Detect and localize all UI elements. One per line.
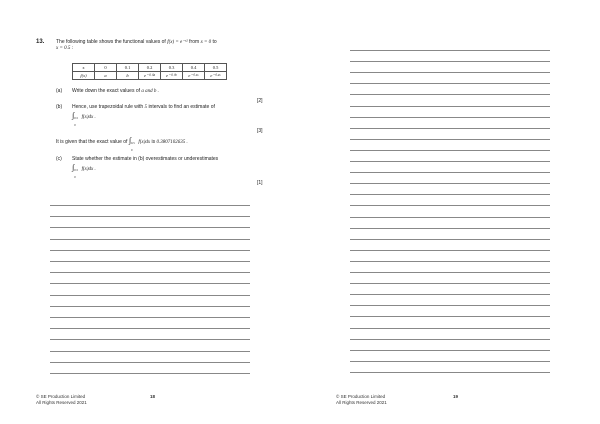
table-cell: e⁻⁰·²⁵ (205, 72, 227, 80)
part-b-text: Hence, use trapezoidal rule with 5 intervals to find an estimate of (72, 104, 215, 110)
answer-line (350, 139, 550, 140)
answer-line (50, 351, 250, 352)
table-cell: 0 (95, 64, 117, 72)
question-intro: The following table shows the functional values of f(x) = e⁻ˣ² from x = 0 to (56, 39, 217, 45)
integral-sign: ∫ (128, 136, 132, 145)
integral-sign: ∫ (72, 163, 75, 172)
answer-line (350, 150, 550, 151)
answer-line (50, 328, 250, 329)
answer-line (350, 228, 550, 229)
table-cell: e⁻⁰·¹⁶ (183, 72, 205, 80)
answer-line (350, 372, 550, 373)
part-a-text: Write down the exact values of a and b . (72, 88, 159, 94)
table-cell: 0.5 (205, 64, 227, 72)
answer-line (50, 205, 250, 206)
answer-line (50, 216, 250, 217)
answer-line (350, 339, 550, 340)
answer-line (350, 250, 550, 251)
table-cell: e⁻⁰·⁰⁴ (139, 72, 161, 80)
question-number: 13. (36, 39, 45, 45)
answer-line (350, 316, 550, 317)
answer-line (50, 317, 250, 318)
answer-line (50, 362, 250, 363)
part-b-marks: [3] (257, 128, 263, 134)
table-cell: b (117, 72, 139, 80)
right-page (300, 0, 600, 424)
answer-line (350, 72, 550, 73)
answer-line (350, 283, 550, 284)
table-cell: f(x) (73, 72, 95, 80)
part-c-marks: [1] (257, 180, 263, 186)
table-cell: a (95, 72, 117, 80)
answer-line (50, 373, 250, 374)
answer-line (350, 350, 550, 351)
answer-line (350, 128, 550, 129)
page-number-left: 18 (150, 394, 156, 399)
answer-line (50, 227, 250, 228)
part-c-integral: ∫ 0.5 0 f(x)dx . (72, 163, 96, 179)
answer-line (350, 217, 550, 218)
part-b-integral: ∫ 0.5 0 f(x)dx . (72, 111, 96, 127)
answer-line (350, 161, 550, 162)
answer-line (50, 306, 250, 307)
answer-line (50, 283, 250, 284)
answer-line (50, 261, 250, 262)
part-b-label: (b) (56, 104, 63, 110)
answer-line (350, 361, 550, 362)
answer-line (350, 328, 550, 329)
answer-line (350, 61, 550, 62)
answer-line (350, 50, 550, 51)
answer-line (350, 305, 550, 306)
answer-line (350, 83, 550, 84)
given-statement: It is given that the exact value of ∫ 0.5 0 f(x)dx is 0.3807102635 . (56, 136, 188, 152)
part-c-label: (c) (56, 156, 62, 162)
part-a-marks: [2] (257, 98, 263, 104)
answer-line (350, 172, 550, 173)
answer-line (50, 239, 250, 240)
answer-line (350, 117, 550, 118)
answer-line (350, 194, 550, 195)
answer-line (350, 239, 550, 240)
part-c-text: State whether the estimate in (b) overestimates or underestimates (72, 156, 219, 162)
table-cell: x (73, 64, 95, 72)
answer-line (350, 106, 550, 107)
question-intro-end: x = 0.5 : (56, 46, 74, 51)
footer-left: © SE Production Limited All Rights Reserved 2021 (36, 394, 87, 405)
footer-right: © SE Production Limited All Rights Reserved 2021 (336, 394, 387, 405)
table-value-row (73, 72, 227, 80)
answer-line (350, 272, 550, 273)
page-number-right: 19 (453, 394, 459, 399)
answer-line (50, 339, 250, 340)
answer-line (350, 261, 550, 262)
answer-line (50, 272, 250, 273)
table-cell: 0.1 (117, 64, 139, 72)
answer-line (50, 295, 250, 296)
answer-line (50, 250, 250, 251)
table-cell: 0.3 (161, 64, 183, 72)
part-a-label: (a) (56, 88, 63, 94)
table-cell: 0.2 (139, 64, 161, 72)
answer-line (350, 205, 550, 206)
answer-line (350, 294, 550, 295)
table-cell: e⁻⁰·⁰⁹ (161, 72, 183, 80)
table-header-row (73, 64, 227, 72)
table-cell: 0.4 (183, 64, 205, 72)
answer-line (350, 183, 550, 184)
answer-line (350, 94, 550, 95)
integral-sign: ∫ (72, 111, 75, 120)
values-table (72, 63, 227, 80)
